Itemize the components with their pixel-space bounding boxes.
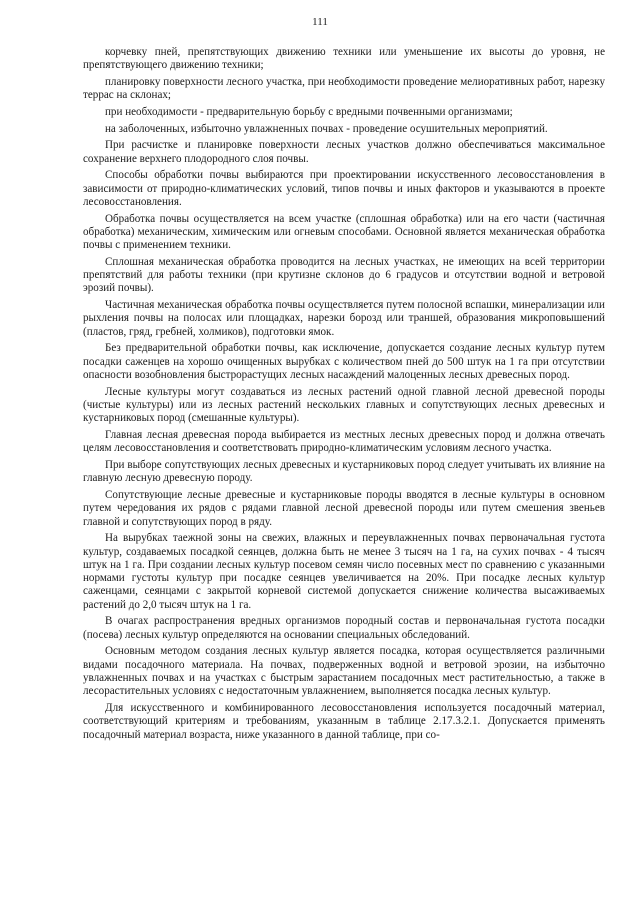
paragraph: На вырубках таежной зоны на свежих, влажных и переувлажненных почвах первоначальная густота культур, создаваемых посадкой сеянцев, должна быть не менее 3 тысяч на 1 га, на сухих почвах - 4 тысяч штук на 1 га. При создании лесных культур посевом семян число посевных мест по сравнению с указанными нормами густоты культур при посадке сеянцев увеличивается на 20%. При посадке лесных культур саженцами, сеянцами с закрытой корневой системой допускается снижение количества высаживаемых растений до 2,0 тысяч штук на 1 га. [83,532,605,611]
paragraph: Для искусственного и комбинированного лесовосстановления используется посадочный материал, соответствующий критериям и требованиям, указанным в таблице 2.17.3.2.1. Допускается применять посадочный материал возраста, ниже указанного в данной таблице, при со- [83,702,605,741]
paragraph: Обработка почвы осуществляется на всем участке (сплошная обработка) или на его части (частичная обработка) механическим, химическим или огневым способами. Основной является механическая обработка почвы с применением техники. [83,212,605,252]
paragraph: Главная лесная древесная порода выбирается из местных лесных древесных пород и должна отвечать целям лесовосстановления и соответствовать природно-климатическим условиям лесного участка. [83,429,605,455]
paragraph: Без предварительной обработки почвы, как исключение, допускается создание лесных культур путем посадки саженцев на хорошо очищенных вырубках с количеством пней до 500 штук на 1 га при отсутствии опасности возобновления быстрорастущих лесных насаждений малоценных лесных древесных пород. [83,342,605,382]
paragraph: Сопутствующие лесные древесные и кустарниковые породы вводятся в лесные культуры в основном путем чередования их рядов с рядами главной лесной древесной породы или путем смешения звеньев главной и сопутствующих пород в ряду. [83,488,605,528]
paragraph: При расчистке и планировке поверхности лесных участков должно обеспечиваться максимальное сохранение верхнего плодородного слоя почвы. [83,139,605,165]
paragraph: планировку поверхности лесного участка, при необходимости проведение мелиоративных работ, нарезку террас на склонах; [83,75,605,102]
page-number: 111 [312,16,328,28]
paragraph: При выборе сопутствующих лесных древесных и кустарниковых пород следует учитывать их влияние на главную лесную древесную породу. [83,459,605,485]
paragraph: Основным методом создания лесных культур является посадка, которая осуществляется различными видами посадочного материала. На почвах, подверженных водной и ветровой эрозии, на избыточно увлажненных почвах и на участках с быстрым зарастанием посадочных мест растительностью, а также в лесорастительных условиях с недостаточным увлажнением, выполняется посадка лесных культур. [83,645,605,698]
paragraph: Частичная механическая обработка почвы осуществляется путем полосной вспашки, минерализации или рыхления почвы на полосах или площадках, нарезки борозд или траншей, образования микроповышений (пластов, гряд, гребней, холмиков), подготовки ямок. [83,299,605,338]
body-text [83,46,605,745]
paragraph: Лесные культуры могут создаваться из лесных растений одной главной лесной древесной породы (чистые культуры) или из лесных растений нескольких главных и сопутствующих лесных древесных и кустарниковых пород (смешанные культуры). [83,385,605,425]
paragraph: корчевку пней, препятствующих движению техники или уменьшение их высоты до уровня, не препятствующего движению техники; [83,46,605,72]
paragraph: на заболоченных, избыточно увлажненных почвах - проведение осушительных мероприятий. [105,122,548,135]
paragraph: Сплошная механическая обработка проводится на лесных участках, не имеющих на всей территории препятствий для работы техники (при крутизне склонов до 6 градусов и отсутствии водной и ветровой эрозий почвы). [83,255,605,295]
paragraph: Способы обработки почвы выбираются при проектировании искусственного лесовосстановления в зависимости от природно-климатических условий, типов почвы и иных факторов и указываются в проекте лесовосстановления. [83,169,605,208]
paragraph: В очагах распространения вредных организмов породный состав и первоначальная густота посадки (посева) лесных культур определяются на основании специальных обследований. [83,615,605,641]
paragraph: при необходимости - предварительную борьбу с вредными почвенными организмами; [105,105,513,118]
